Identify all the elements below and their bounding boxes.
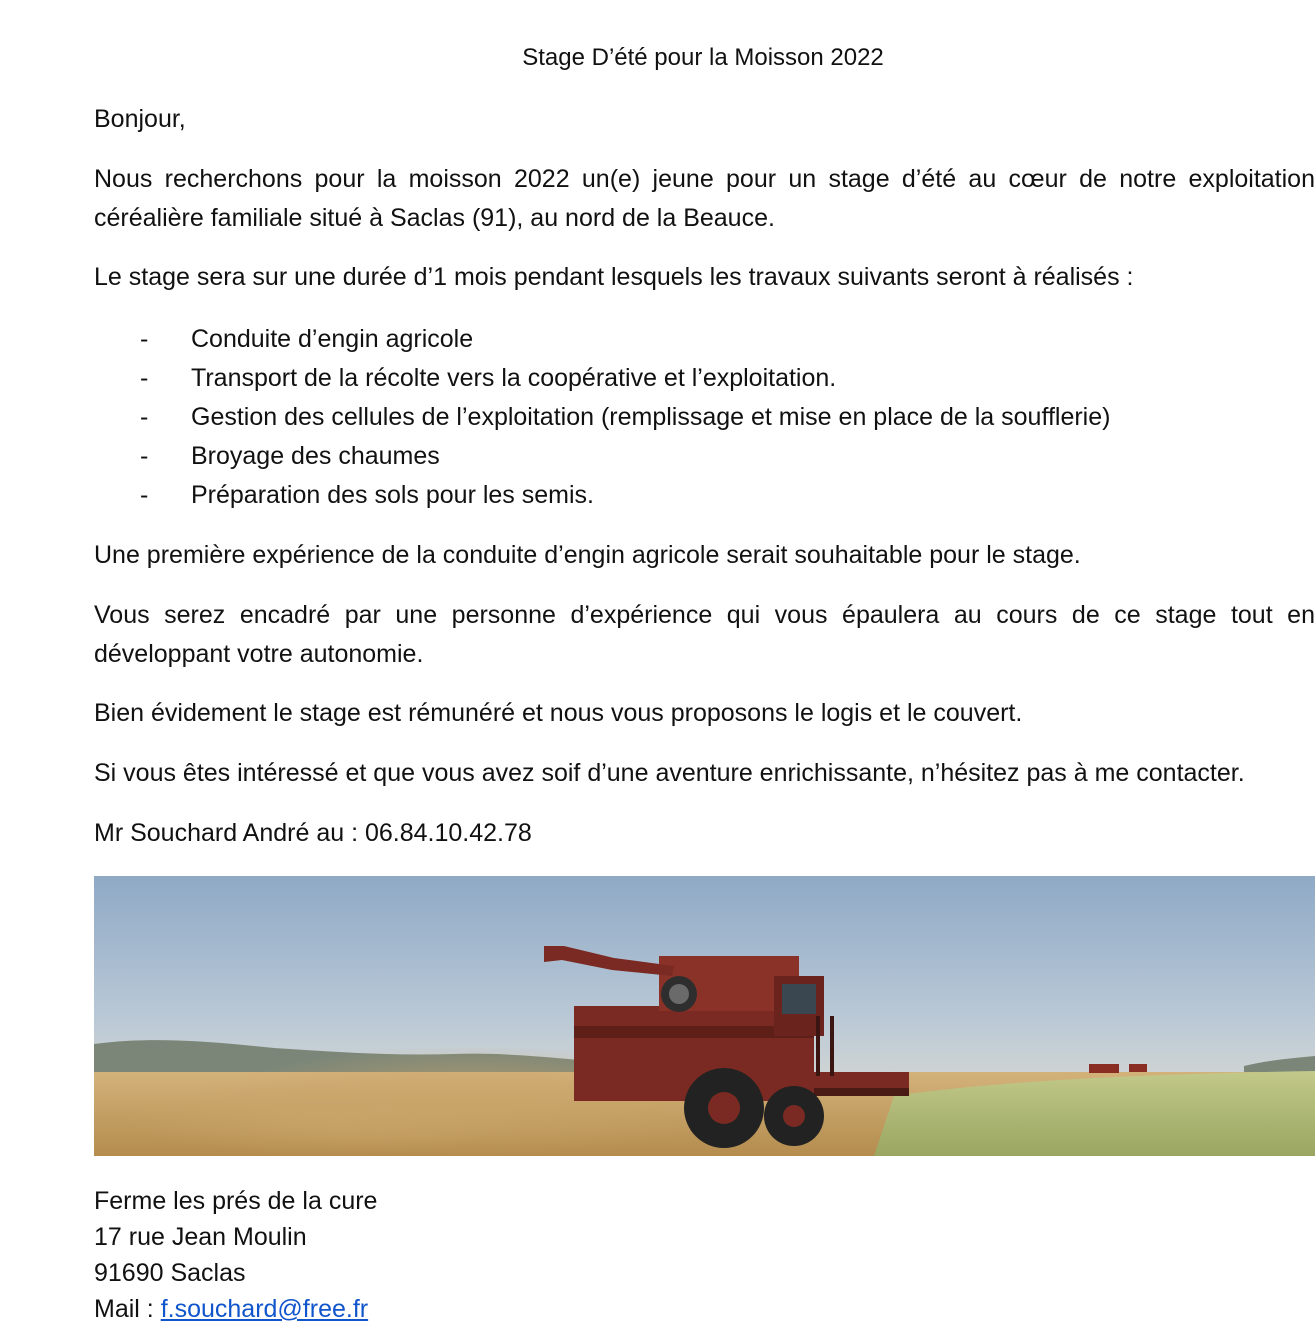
bullet-dash: - [140, 403, 149, 431]
task-text: Préparation des sols pour les semis. [191, 481, 594, 509]
benefits-paragraph: Bien évidement le stage est rémunéré et nous vous proposons le logis et le couvert. [94, 699, 1023, 727]
experience-paragraph: Une première expérience de la conduite d’engin agricole serait souhaitable pour le stage. [94, 541, 1081, 569]
closing-paragraph: Si vous êtes intéressé et que vous avez soif d’une aventure enrichissante, n’hésitez pas à me contacter. [94, 759, 1245, 787]
duration-paragraph: Le stage sera sur une durée d’1 mois pendant lesquels les travaux suivants seront à réalisés : [94, 263, 1134, 291]
task-text: Broyage des chaumes [191, 442, 440, 470]
intro-paragraph: Nous recherchons pour la moisson 2022 un(e) jeune pour un stage d’été au cœur de notre exploitation céréalière familiale situé à Saclas (91), au nord de la Beauce. [94, 165, 1315, 232]
task-text: Gestion des cellules de l’exploitation (remplissage et mise en place de la soufflerie) [191, 403, 1111, 431]
bullet-dash: - [140, 325, 149, 353]
harvest-photo [94, 876, 1315, 1156]
mail-line [94, 1291, 377, 1327]
bullet-dash: - [140, 442, 149, 470]
bullet-dash: - [140, 364, 149, 392]
farm-name: Ferme les prés de la cure [94, 1187, 378, 1215]
combine-harvester-image [94, 876, 1315, 1156]
supervision-paragraph: Vous serez encadré par une personne d’expérience qui vous épaulera au cours de ce stage tout en développant votre autonomie. [94, 601, 1315, 668]
task-text: Transport de la récolte vers la coopérative et l’exploitation. [191, 364, 837, 392]
mail-label: Mail : [94, 1295, 161, 1323]
contact-line: Mr Souchard André au : 06.84.10.42.78 [94, 819, 532, 847]
address-block [94, 1183, 377, 1327]
city-line: 91690 Saclas [94, 1259, 246, 1287]
greeting: Bonjour, [94, 105, 186, 133]
email-link[interactable]: f.souchard@free.fr [160, 1295, 369, 1323]
document-title: Stage D’été pour la Moisson 2022 [522, 44, 884, 71]
task-text: Conduite d’engin agricole [191, 325, 474, 353]
bullet-dash: - [140, 481, 149, 509]
street-address: 17 rue Jean Moulin [94, 1223, 307, 1251]
